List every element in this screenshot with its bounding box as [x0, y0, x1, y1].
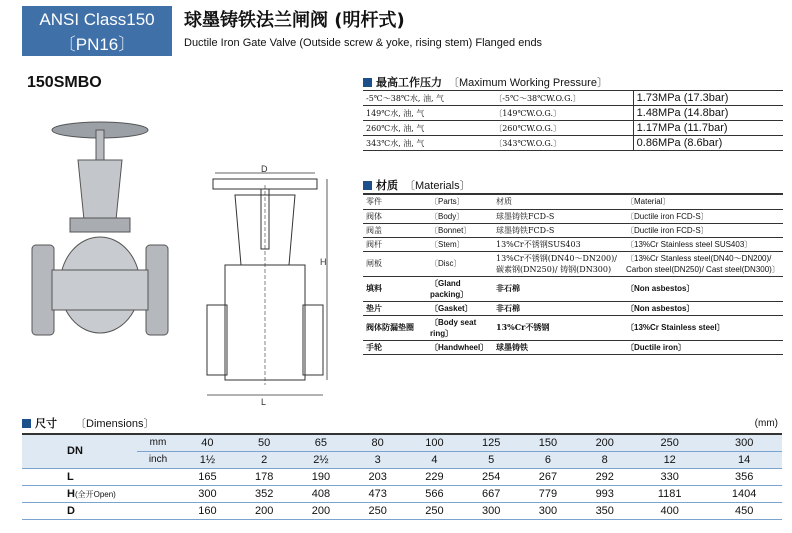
dimension-cell: 250 — [406, 502, 463, 519]
dimension-cell: 254 — [463, 468, 520, 485]
table-row — [22, 485, 782, 502]
material-cell-mat-cn: 13%Cr不锈钢(DN40～DN200)/ 碳素钢(DN250)/ 铸钢(DN300) — [493, 251, 623, 276]
row-label — [22, 485, 137, 502]
dimension-cell: 473 — [349, 485, 406, 502]
dimension-cell: 356 — [706, 468, 782, 485]
dimension-cell: 65 — [293, 434, 350, 451]
material-cell-mat-en: 〔13%Cr Stainless steel〕 — [623, 315, 783, 340]
dimension-cell: 200 — [236, 502, 293, 519]
dimension-cell: 125 — [463, 434, 520, 451]
materials-table — [363, 193, 783, 355]
table-row — [363, 340, 783, 354]
table-header-row: 零件 〔Parts〕 材质 〔Material〕 — [363, 194, 783, 209]
dimensions-title-cn: 尺寸 — [35, 418, 57, 430]
dimension-cell: 2½ — [293, 451, 350, 468]
dimension-cell: 1½ — [179, 451, 236, 468]
material-cell-part-en: 〔Disc〕 — [427, 251, 493, 276]
unit-cell — [137, 468, 179, 485]
dimension-cell: 408 — [293, 485, 350, 502]
dimension-cell: 165 — [179, 468, 236, 485]
material-cell-mat-en: 〔Non asbestos〕 — [623, 301, 783, 315]
material-cell-part-cn: 阀体防漏垫圈 — [363, 315, 427, 340]
dimension-cell: 350 — [576, 502, 633, 519]
dimension-cell: 3 — [349, 451, 406, 468]
material-cell-mat-cn: 非石棉 — [493, 276, 623, 301]
materials-title — [363, 177, 471, 193]
dimension-cell: 40 — [179, 434, 236, 451]
row-label-note: (全开Open) — [74, 489, 116, 499]
valve-drawing — [195, 165, 335, 410]
dimension-cell: 2 — [236, 451, 293, 468]
label-d: D — [261, 165, 268, 174]
row-label: D — [22, 502, 137, 519]
dimension-cell: 330 — [633, 468, 706, 485]
table-row — [363, 315, 783, 340]
section-marker — [22, 419, 31, 428]
label-l: L — [261, 397, 267, 407]
dimension-cell: 300 — [706, 434, 782, 451]
class-badge — [22, 6, 172, 56]
dimension-cell: 250 — [349, 502, 406, 519]
page-title: 球墨铸铁法兰闸阀 (明杆式) — [184, 10, 405, 31]
material-cell-mat-cn: 球墨铸铁 — [493, 340, 623, 354]
table-row — [363, 301, 783, 315]
material-cell-part-cn: 阀盖 — [363, 223, 427, 237]
unit-cell: mm — [137, 434, 179, 451]
table-row — [22, 434, 782, 451]
pressure-title — [363, 74, 608, 90]
table-row — [363, 237, 783, 251]
dimension-cell: 1181 — [633, 485, 706, 502]
class-line1: ANSI Class150 — [39, 10, 155, 29]
section-marker — [363, 78, 372, 87]
valve-photo — [30, 110, 170, 360]
material-cell-mat-en: 〔Ductile iron〕 — [623, 340, 783, 354]
unit-cell — [137, 502, 179, 519]
class-line2: 〔PN16〕 — [58, 35, 136, 54]
table-row — [363, 209, 783, 223]
dimension-cell: 80 — [349, 434, 406, 451]
unit-note: (mm) — [754, 418, 778, 429]
material-cell-part-cn: 垫片 — [363, 301, 427, 315]
row-label: DN — [22, 434, 137, 468]
table-row — [363, 276, 783, 301]
row-label: L — [22, 468, 137, 485]
dimensions-title-en: 〔Dimensions〕 — [75, 418, 155, 430]
dimension-cell: 178 — [236, 468, 293, 485]
material-cell-mat-en: 〔13%Cr Stainless steel SUS403〕 — [623, 237, 783, 251]
model-number: 150SMBO — [27, 74, 102, 91]
pressure-title-cn: 最高工作压力 — [376, 77, 442, 89]
material-cell-mat-cn: 非石棉 — [493, 301, 623, 315]
table-row: 260℃水, 油, 气 〔260℃W.O.G.〕 1.17MPa (11.7bar) — [363, 121, 783, 136]
material-cell-part-en: 〔Bonnet〕 — [427, 223, 493, 237]
materials-title-en: 〔Materials〕 — [404, 180, 471, 192]
dimension-cell: 100 — [406, 434, 463, 451]
dimensions-title — [22, 415, 154, 431]
material-cell-part-en: 〔Handwheel〕 — [427, 340, 493, 354]
dimension-cell: 200 — [576, 434, 633, 451]
label-h: H — [320, 257, 327, 267]
dimension-cell: 150 — [520, 434, 577, 451]
materials-title-cn: 材质 — [376, 180, 398, 192]
material-cell-mat-en: 〔Ductile iron FCD-S〕 — [623, 209, 783, 223]
section-marker — [363, 181, 372, 190]
table-row — [363, 223, 783, 237]
dimension-cell: 50 — [236, 434, 293, 451]
dimension-cell: 300 — [463, 502, 520, 519]
table-row — [22, 502, 782, 519]
material-cell-mat-cn: 球墨铸铁FCD-S — [493, 209, 623, 223]
table-row: 149℃水, 油, 气 〔149℃W.O.G.〕 1.48MPa (14.8bar) — [363, 106, 783, 121]
table-row — [363, 251, 783, 276]
row-label-text: H — [67, 487, 75, 500]
dimension-cell: 400 — [633, 502, 706, 519]
dimension-cell: 203 — [349, 468, 406, 485]
material-cell-mat-cn: 13%Cr不锈钢 — [493, 315, 623, 340]
material-cell-part-en: 〔Gland packing〕 — [427, 276, 493, 301]
dimension-cell: 14 — [706, 451, 782, 468]
material-cell-part-cn: 闸板 — [363, 251, 427, 276]
dimension-cell: 300 — [179, 485, 236, 502]
material-cell-mat-en: 〔13%Cr Stanless steel(DN40～DN200)/ Carbon steel(DN250)/ Cast steel(DN300)〕 — [623, 251, 783, 276]
dimension-cell: 267 — [520, 468, 577, 485]
material-cell-part-en: 〔Stem〕 — [427, 237, 493, 251]
dimension-cell: 450 — [706, 502, 782, 519]
dimension-cell: 292 — [576, 468, 633, 485]
unit-cell — [137, 485, 179, 502]
material-cell-part-cn: 手轮 — [363, 340, 427, 354]
table-row: -5℃～38℃水, 油, 气 〔-5℃～38℃W.O.G.〕 1.73MPa (17.3bar) — [363, 91, 783, 106]
dimension-cell: 250 — [633, 434, 706, 451]
dimension-cell: 200 — [293, 502, 350, 519]
material-cell-part-cn: 填料 — [363, 276, 427, 301]
dimension-cell: 352 — [236, 485, 293, 502]
dimension-cell: 4 — [406, 451, 463, 468]
material-cell-mat-en: 〔Non asbestos〕 — [623, 276, 783, 301]
dimension-cell: 8 — [576, 451, 633, 468]
dimension-cell: 566 — [406, 485, 463, 502]
dimension-cell: 190 — [293, 468, 350, 485]
dimension-cell: 160 — [179, 502, 236, 519]
material-cell-mat-en: 〔Ductile iron FCD-S〕 — [623, 223, 783, 237]
dimension-cell: 779 — [520, 485, 577, 502]
material-cell-mat-cn: 13%Cr不锈钢SUS403 — [493, 237, 623, 251]
dimension-cell: 667 — [463, 485, 520, 502]
dimension-cell: 5 — [463, 451, 520, 468]
material-cell-part-en: 〔Gasket〕 — [427, 301, 493, 315]
dimensions-table — [22, 433, 782, 520]
table-row: 343℃水, 油, 气 〔343℃W.O.G.〕 0.86MPa (8.6bar) — [363, 136, 783, 151]
table-row — [22, 468, 782, 485]
unit-cell: inch — [137, 451, 179, 468]
dimension-cell: 1404 — [706, 485, 782, 502]
pressure-title-en: 〔Maximum Working Pressure〕 — [448, 77, 608, 89]
dimension-cell: 300 — [520, 502, 577, 519]
dimension-cell: 12 — [633, 451, 706, 468]
material-cell-mat-cn: 球墨铸铁FCD-S — [493, 223, 623, 237]
material-cell-part-cn: 阀杆 — [363, 237, 427, 251]
pressure-table — [363, 90, 783, 151]
material-cell-part-en: 〔Body seat ring〕 — [427, 315, 493, 340]
material-cell-part-cn: 阀体 — [363, 209, 427, 223]
dimension-cell: 993 — [576, 485, 633, 502]
dimension-cell: 229 — [406, 468, 463, 485]
dimension-cell: 6 — [520, 451, 577, 468]
page-subtitle: Ductile Iron Gate Valve (Outside screw & yoke, rising stem) Flanged ends — [184, 37, 543, 49]
material-cell-part-en: 〔Body〕 — [427, 209, 493, 223]
